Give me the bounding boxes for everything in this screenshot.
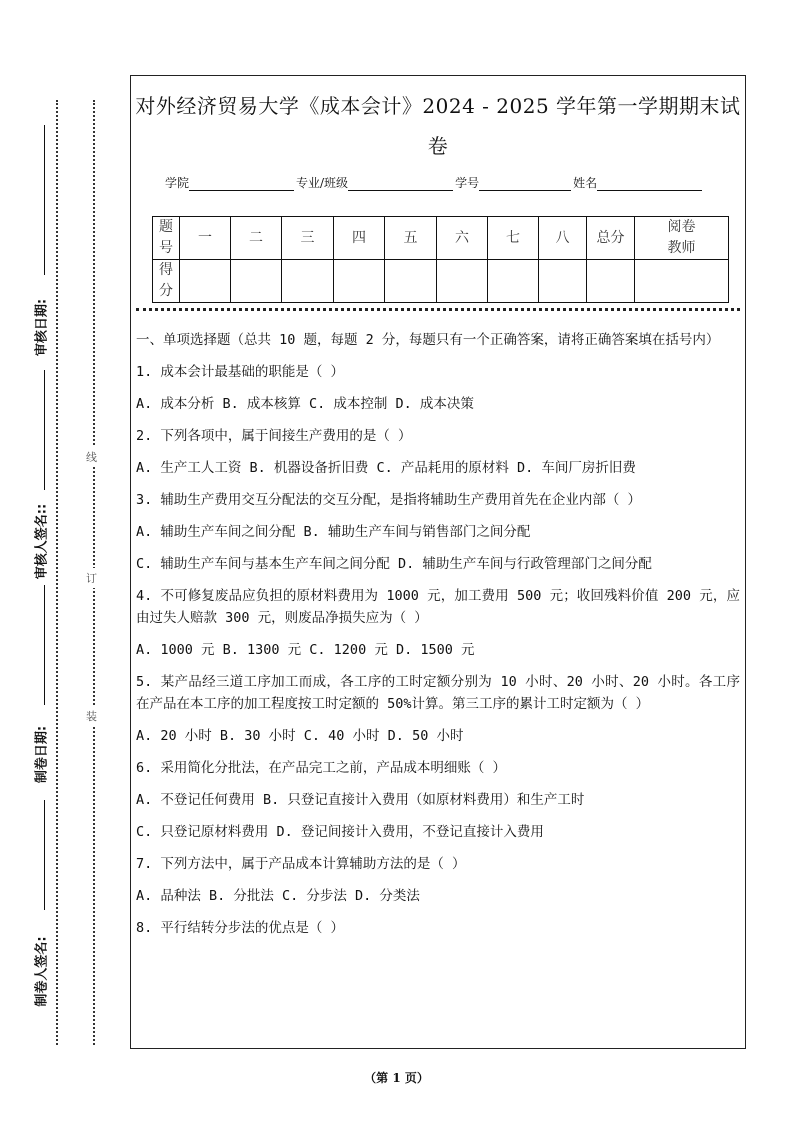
question-line: 2. 下列各项中，属于间接生产费用的是（ ） — [136, 428, 412, 444]
options-line: C. 只登记原材料费用 D. 登记间接计入费用，不登记直接计入费用 — [136, 824, 544, 840]
score-cell[interactable] — [539, 260, 587, 303]
score-cell[interactable] — [231, 260, 282, 303]
question-line: 1. 成本会计最基础的职能是（ ） — [136, 364, 345, 380]
column-header: 六 — [437, 217, 488, 260]
question-line: 4. 不可修复废品应负担的原材料费用为 1000 元，加工费用 500 元；收回残料价值 200 元，应由过失人赔款 300 元，则废品净损失应为（ ） — [136, 588, 740, 626]
score-label-cell: 得分 — [153, 260, 180, 303]
questions-body — [136, 329, 740, 949]
options-line: A. 成本分析 B. 成本核算 C. 成本控制 D. 成本决策 — [136, 396, 474, 412]
column-header: 三 — [282, 217, 334, 260]
column-header: 四 — [334, 217, 385, 260]
options-line: A. 20 小时 B. 30 小时 C. 40 小时 D. 50 小时 — [136, 728, 464, 744]
options-line: A. 生产工人工资 B. 机器设备折旧费 C. 产品耗用的原材料 D. 车间厂房折旧费 — [136, 460, 636, 476]
options-line: C. 辅助生产车间与基本生产车间之间分配 D. 辅助生产车间与行政管理部门之间分配 — [136, 556, 652, 572]
score-table — [152, 216, 729, 303]
options-line: A. 1000 元 B. 1300 元 C. 1200 元 D. 1500 元 — [136, 642, 475, 658]
score-table-header-row — [153, 217, 729, 260]
options-line: A. 品种法 B. 分批法 C. 分步法 D. 分类法 — [136, 888, 420, 904]
binding-word-ding: 订 — [86, 568, 97, 588]
score-cell[interactable] — [180, 260, 231, 303]
college-field[interactable] — [189, 178, 294, 191]
student-id-label: 学号 — [455, 176, 480, 190]
reviewer-signature-line — [44, 370, 45, 490]
score-cell[interactable] — [635, 260, 729, 303]
major-class-field[interactable] — [348, 178, 453, 191]
binding-word-zhuang: 装 — [86, 706, 97, 726]
dotted-separator — [136, 308, 740, 311]
preparer-signature-label: 制卷人签名: — [34, 936, 50, 1007]
question-line: 7. 下列方法中，属于产品成本计算辅助方法的是（ ） — [136, 856, 466, 872]
score-cell[interactable] — [334, 260, 385, 303]
options-line: A. 不登记任何费用 B. 只登记直接计入费用（如原材料费用）和生产工时 — [136, 792, 585, 808]
reviewer-signature-label: 审核人签名:: — [34, 503, 50, 580]
question-line: 8. 平行结转分步法的优点是（ ） — [136, 920, 345, 936]
question-line: 3. 辅助生产费用交互分配法的交互分配，是指将辅助生产费用首先在企业内部（ ） — [136, 492, 642, 508]
score-row — [153, 260, 729, 303]
exam-title-line2: 卷 — [427, 134, 449, 158]
column-header: 阅卷教师 — [635, 217, 729, 260]
student-info-fields — [165, 174, 704, 191]
column-header: 一 — [180, 217, 231, 260]
column-header: 七 — [488, 217, 539, 260]
name-label: 姓名 — [573, 176, 598, 190]
exam-frame — [130, 75, 746, 1049]
column-header: 总分 — [587, 217, 635, 260]
score-cell[interactable] — [282, 260, 334, 303]
score-cell[interactable] — [587, 260, 635, 303]
preparer-signature-line — [44, 800, 45, 910]
prepare-date-label: 制卷日期: — [34, 725, 50, 784]
name-field[interactable] — [597, 178, 702, 191]
dotted-cut-line-outer — [56, 100, 58, 1045]
column-header: 五 — [385, 217, 437, 260]
score-cell[interactable] — [488, 260, 539, 303]
options-line: A. 辅助生产车间之间分配 B. 辅助生产车间与销售部门之间分配 — [136, 524, 531, 540]
header-label-cell: 题号 — [153, 217, 180, 260]
score-cell[interactable] — [437, 260, 488, 303]
review-date-line — [44, 125, 45, 275]
column-header: 二 — [231, 217, 282, 260]
question-line: 5. 某产品经三道工序加工而成，各工序的工时定额分别为 10 小时、20 小时、20 小时。各工序在产品在本工序的加工程度按工时定额的 50%计算。第三工序的累计工时定额为（ ） — [136, 674, 740, 712]
exam-title-line1: 对外经济贸易大学《成本会计》2024 - 2025 学年第一学期期末试 — [135, 94, 741, 118]
page-number: （第 1 页） — [364, 1071, 429, 1085]
question-line: 6. 采用简化分批法，在产品完工之前，产品成本明细账（ ） — [136, 760, 507, 776]
major-class-label: 专业/班级 — [296, 176, 349, 190]
column-header: 八 — [539, 217, 587, 260]
score-cell[interactable] — [385, 260, 437, 303]
review-date-label: 审核日期: — [34, 298, 50, 357]
student-id-field[interactable] — [479, 178, 571, 191]
binding-word-xian: 线 — [86, 447, 97, 467]
prepare-date-line — [44, 585, 45, 705]
college-label: 学院 — [165, 176, 190, 190]
section-heading: 一、单项选择题（总共 10 题，每题 2 分，每题只有一个正确答案，请将正确答案填在括号内） — [136, 332, 720, 348]
